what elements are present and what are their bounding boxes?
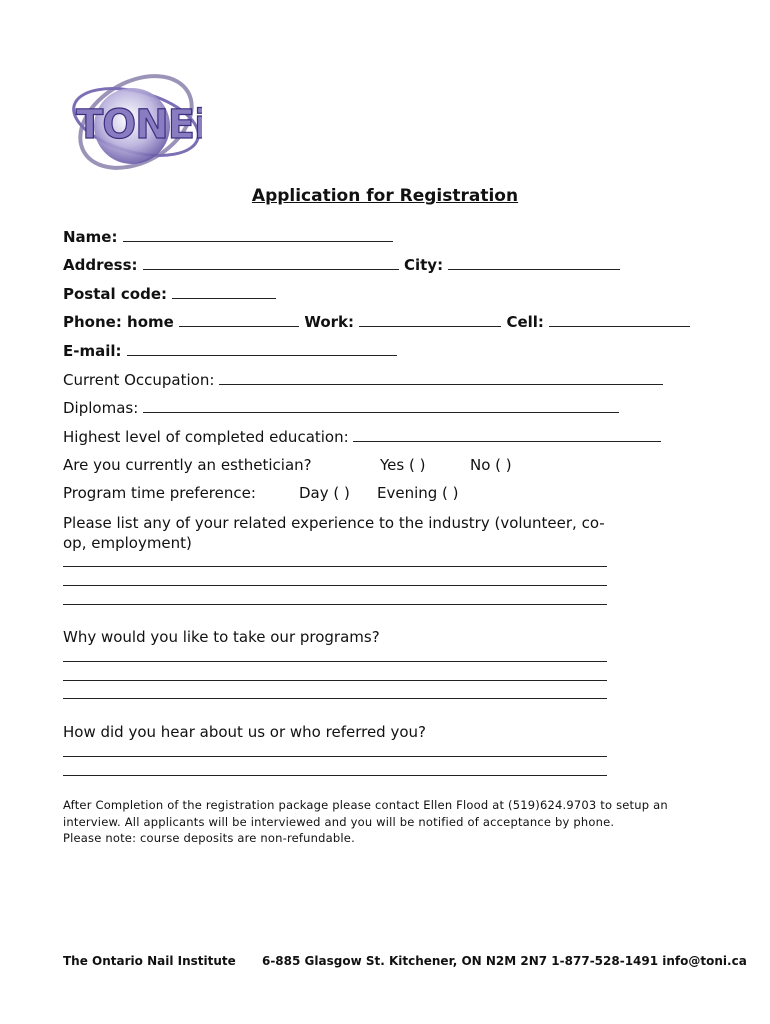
education-row — [63, 427, 661, 447]
phone-home-label: Phone: home — [63, 313, 174, 331]
page-footer — [63, 954, 747, 968]
program-day-option[interactable]: Day ( ) — [299, 484, 350, 502]
note-line-2: interview. All applicants will be interviewed and you will be notified of acceptance by phone. — [63, 814, 615, 829]
address-field[interactable] — [143, 255, 399, 270]
postal-row — [63, 284, 276, 304]
work-label: Work: — [304, 313, 354, 331]
experience-answer-line-3[interactable] — [63, 604, 607, 605]
postal-label: Postal code: — [63, 285, 167, 303]
experience-answer-line-1[interactable] — [63, 566, 607, 567]
footer-contact: 6-885 Glasgow St. Kitchener, ON N2M 2N7 1-877-528-1491 info@toni.ca — [261, 954, 747, 968]
work-field[interactable] — [359, 312, 501, 327]
esthetician-yes-option[interactable]: Yes ( ) — [380, 456, 426, 474]
email-row — [63, 341, 397, 361]
esthetician-row — [63, 455, 312, 475]
why-answer-line-2[interactable] — [63, 680, 607, 681]
diplomas-label: Diplomas: — [63, 399, 139, 417]
footer-org: The Ontario Nail Institute — [63, 954, 236, 968]
note-line-3: Please note: course deposits are non-refundable. — [63, 831, 355, 845]
referral-question: How did you hear about us or who referred you? — [63, 723, 426, 741]
name-label: Name: — [63, 228, 118, 246]
name-row — [63, 227, 393, 247]
name-field[interactable] — [123, 227, 393, 242]
postal-field[interactable] — [172, 284, 276, 299]
diplomas-row — [63, 398, 619, 418]
occupation-label: Current Occupation: — [63, 371, 215, 389]
occupation-row — [63, 370, 663, 390]
note-line-1: After Completion of the registration package please contact Ellen Flood at (519)624.9703 to setup an — [63, 798, 668, 812]
experience-answer-line-2[interactable] — [63, 585, 607, 586]
esthetician-question: Are you currently an esthetician? — [63, 456, 312, 474]
email-label: E-mail: — [63, 342, 122, 360]
referral-answer-line-1[interactable] — [63, 756, 607, 757]
why-answer-line-3[interactable] — [63, 698, 607, 699]
referral-answer-line-2[interactable] — [63, 775, 607, 776]
occupation-field[interactable] — [219, 370, 663, 385]
education-field[interactable] — [353, 427, 661, 442]
experience-question: Please list any of your related experience to the industry (volunteer, co-op, employment) — [63, 514, 605, 552]
email-field[interactable] — [127, 341, 397, 356]
toni-logo — [62, 52, 202, 180]
address-row — [63, 255, 620, 275]
phone-home-field[interactable] — [179, 312, 299, 327]
why-question: Why would you like to take our programs? — [63, 628, 380, 646]
why-answer-line-1[interactable] — [63, 661, 607, 662]
city-label: City: — [403, 256, 444, 274]
form-title: Application for Registration — [251, 186, 519, 206]
program-time-label: Program time preference: — [63, 484, 256, 502]
logo-wordmark: TONEi — [76, 102, 202, 148]
education-label: Highest level of completed education: — [63, 428, 349, 446]
city-field[interactable] — [448, 255, 620, 270]
cell-label: Cell: — [506, 313, 544, 331]
registration-note — [63, 797, 703, 847]
phone-row — [63, 312, 690, 332]
program-evening-option[interactable]: Evening ( ) — [377, 484, 459, 502]
diplomas-field[interactable] — [143, 398, 619, 413]
address-label: Address: — [63, 256, 138, 274]
esthetician-no-option[interactable]: No ( ) — [470, 456, 512, 474]
cell-field[interactable] — [549, 312, 690, 327]
